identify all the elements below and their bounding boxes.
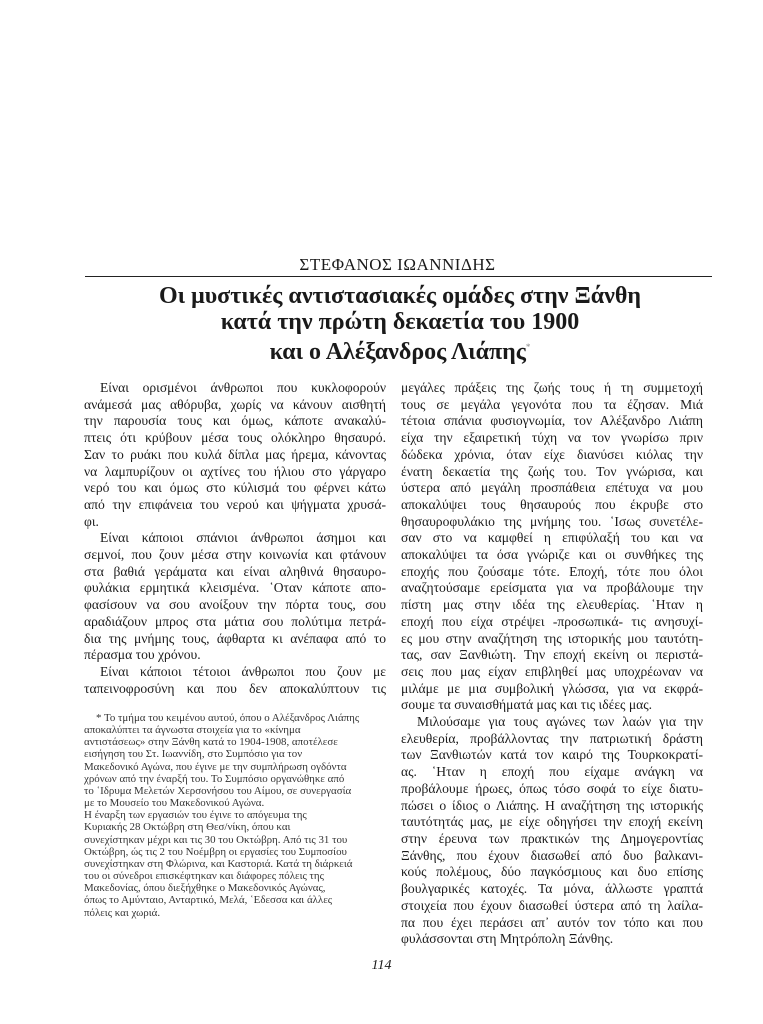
text-line: σεμνοί, που ζουν μέσα στην κοινωνία και φτάνουν (84, 547, 386, 563)
text-line: ανάμεσά μας αθόρυβα, χωρίς να κάνουν αισθητή (84, 396, 386, 412)
text-line: εποχή που είχα στρέψει -προσωπικά- τις ανησυχί- (401, 613, 703, 629)
text-line: πα που έχει περάσει απ᾽ αυτόν τον τόπο και που (401, 914, 703, 930)
text-line: Μιλούσαμε για τους αγώνες των λαών για την (417, 714, 703, 730)
footnote (84, 712, 386, 919)
text-line: θησαυροφυλάκιο της μνήμης του. ῾Ισως συνετέλε- (401, 513, 703, 529)
text-line: δώδεκα χρόνια, όταν είχε διανύσει κιόλας την (401, 446, 703, 462)
text-line: Είναι ορισμένοι άνθρωποι που κυκλοφορούν (100, 380, 386, 395)
text-line: μεγάλες πράξεις της ζωής τους ή τη συμμετοχή (401, 380, 703, 395)
footnote-line: * Το τμήμα του κειμένου αυτού, όπου ο Αλέξανδρος Λιάπης (96, 712, 360, 724)
footnote-line: Μακεδονίας, όπου διεξήχθηκε ο Μακεδονικός Αγώνας, (84, 882, 326, 895)
text-line: ταπεινοφροσύνη και που δεν αποκαλύπτουν τις (84, 680, 386, 696)
text-line: Ξάνθης, που έχουν διασωθεί από δυο βαλκανι- (401, 847, 703, 863)
text-line: Είναι κάποιοι σπάνιοι άνθρωποι άσημοι και (100, 530, 386, 546)
title-line-text: και ο Αλέξανδρος Λιάπης (269, 339, 526, 365)
paragraph (84, 380, 386, 530)
title-line: Οι μυστικές αντιστασιακές ομάδες στην Ξάνθη (159, 283, 641, 309)
text-line: ες μου στην αναζήτηση της ιστορικής μου ταυτότη- (401, 630, 703, 646)
text-line: σαν στο να καμφθεί η επιφύλαξή του και να (401, 530, 703, 546)
footnote-line: Μακεδονικό Αγώνα, που έγινε με την συμπλήρωση ογδόντα (84, 760, 347, 773)
text-line: φασίσουν να σου ανοίξουν την πόρτα τους, σου (84, 597, 386, 613)
text-line: δια της μνήμης τους, άφθαρτα κι ανέπαφα από το (84, 630, 386, 646)
footnote-line: συνεχίστηκαν μέχρι και τις 30 του Οκτώβρη. Από τις 31 του (84, 833, 348, 846)
text-line: νερό του και όμως στο κύλισμά του φέρνει κάτω (84, 480, 386, 496)
paragraph (401, 380, 703, 714)
footnote-line: Οκτώβρη, ώς τις 2 του Νοέμβρη οι εργασίες του Συμποσίου (84, 845, 347, 858)
title-line (60, 335, 740, 366)
text-line: πτεις ότι κρύβουν μέσα τους ολόκληρο θησαυρό. (84, 430, 386, 446)
text-line: στα βαθιά γεράματα και είναι αληθινά θησαυρο- (84, 563, 386, 579)
footnote-line: Η έναρξη των εργασιών του έγινε το απόγευμα της (84, 809, 307, 822)
article-title (60, 284, 740, 366)
text-line: αναζητούσαμε ερείσματα για να προβάλουμε την (401, 580, 703, 596)
text-line: σουμε τα συναισθήματά μας και τις ιδέες μας. (401, 697, 653, 713)
text-line: πίστη μας στην ιδέα της ελευθερίας. ῾Ηταν η (401, 597, 703, 613)
footnote-line: συνεχίστηκαν στη Φλώρινα, και Καστοριά. Κατά τη διάρκειά (84, 857, 353, 870)
text-line: ένατη δεκαετία της ζωής του. Τον γνώρισα, και (401, 463, 703, 479)
text-line: ύστερα από μεγάλη προσπάθεια επέτυχα να μου (401, 480, 703, 496)
footnote-line: του οι σύνεδροι επισκέφτηκαν και διάφορες πόλεις της (84, 870, 324, 883)
text-line: Είναι κάποιοι τέτοιοι άνθρωποι που ζουν με (100, 663, 386, 679)
text-line: των Ξανθιωτών κατά τον καιρό της Τουρκοκρατί- (401, 747, 703, 763)
text-line: πώσει ο ίδιος ο Λιάπης. Η αναζήτηση της ιστορικής (401, 797, 703, 813)
footnote-line: αντιστάσεως» στην Ξάνθη κατά το 1904-1908, αποτέλεσε (84, 736, 338, 749)
text-line: τας, σαν Ξανθιώτη. Την εποχή εκείνη οι περιστά- (401, 647, 703, 663)
paragraph (84, 664, 386, 697)
title-line: κατά την πρώτη δεκαετία του 1900 (220, 308, 580, 335)
footnote-line: Κυριακής 28 Οκτώβρη στη Θεσ/νίκη, όπου και (84, 821, 291, 834)
header-rule (85, 276, 712, 277)
footnote-line: αποκαλύπτει τα άγνωστα στοιχεία για το «κίνημα (84, 724, 301, 737)
text-line: ελευθερία, προβάλλοντας την πατριωτική δράστη (401, 730, 703, 746)
text-line: σεις που μας είχαν επιβληθεί μας υποχρέωναν να (401, 663, 703, 679)
text-line: ας. ῾Ηταν η εποχή που είχαμε ανάγκη να (401, 764, 703, 780)
text-line: αποκαλύψει τα όσα γνώριζε και οι συνθήκες της (401, 547, 703, 563)
footnote-line: χρόνων από την έναρξή του. Το Συμπόσιο οργανώθηκε από (84, 772, 345, 785)
footnote-line: το ῾Ιδρυμα Μελετών Χερσονήσου του Αίμου, σε συνεργασία (84, 784, 352, 797)
text-line: φυλάκια ερμητικά κλεισμένα. ῾Οταν κάποτε απο- (84, 580, 386, 596)
text-line: μιλάμε με μια συμβολική γλώσσα, για να εκφρά- (401, 680, 703, 696)
footnote-line: εισήγηση του Στ. Ιωαννίδη, στο Συμπόσιο για τον (84, 748, 303, 761)
text-line: βουλγαρικές κατοχές. Τα μόνα, άλλωστε γραπτά (401, 881, 703, 897)
paragraph (401, 714, 703, 948)
text-line: είχα την εξαιρετική τύχη να τον γνωρίσω πριν (401, 430, 703, 446)
text-line: κούς πολέμους, δύο παγκόσμιους και δυο επίσης (401, 864, 703, 880)
text-line: την παρουσία τους και όμως, κάποτε ανακαλύ- (84, 413, 386, 429)
text-line: εποχής που ζούσαμε τότε. Εποχή, τότε που όλοι (401, 563, 703, 579)
left-column (84, 380, 386, 697)
text-line: φυλάσσονται στη Μητρόπολη Ξάνθης. (401, 931, 614, 947)
paragraph (84, 530, 386, 664)
author-name: ΣΤΕΦΑΝΟΣ ΙΩΑΝΝΙΔΗΣ (299, 255, 496, 274)
text-line: τέτοια σπάνια φυσιογνωμία, τον Αλέξανδρο Λιάπη (401, 413, 703, 429)
right-column (401, 380, 703, 948)
text-line: στην έρευνα των πρακτικών της Δημογεροντίας (401, 830, 703, 846)
text-line: αραδιάζουν μπρος στα μάτια σου πολύτιμα πετρά- (84, 613, 386, 629)
footnote-mark: * (525, 342, 531, 352)
text-line: να λαμπυρίζουν οι αχτίνες του ήλιου στο γάργαρο (84, 463, 386, 479)
text-line: προβάλουμε ήρωες, όπως τόσο σοφά το είχε διατυ- (401, 780, 703, 796)
text-line: τους σε μεγάλα γεγονότα που τα έζησαν. Μιά (401, 396, 703, 412)
text-line: αποκαλύψει τους θησαυρούς που έκρυβε στο (401, 496, 703, 512)
text-line: ταυτότητάς μας, με είχε οδηγήσει την εποχή εκείνη (401, 814, 703, 830)
text-line: από την επιφάνεια του νερού και ψήγματα χρυσά- (84, 496, 386, 512)
text-line: φι. (84, 513, 99, 529)
text-line: Σαν το ρυάκι που κυλά δίπλα μας ήρεμα, κάνοντας (84, 446, 386, 462)
text-line: πέρασμα του χρόνου. (84, 647, 201, 663)
footnote-line: πόλεις και χωριά. (84, 906, 161, 919)
text-line: στοιχεία που έχουν διασωθεί ύστερα από τη λαίλα- (401, 897, 703, 913)
footnote-line: με το Μουσείο του Μακεδονικού Αγώνα. (84, 797, 265, 810)
page-number: 114 (371, 958, 392, 973)
footnote-line: όπως το Αμύνταιο, Ανταρτικό, Μελά, ῾Εδεσσα και άλλες (84, 894, 333, 907)
